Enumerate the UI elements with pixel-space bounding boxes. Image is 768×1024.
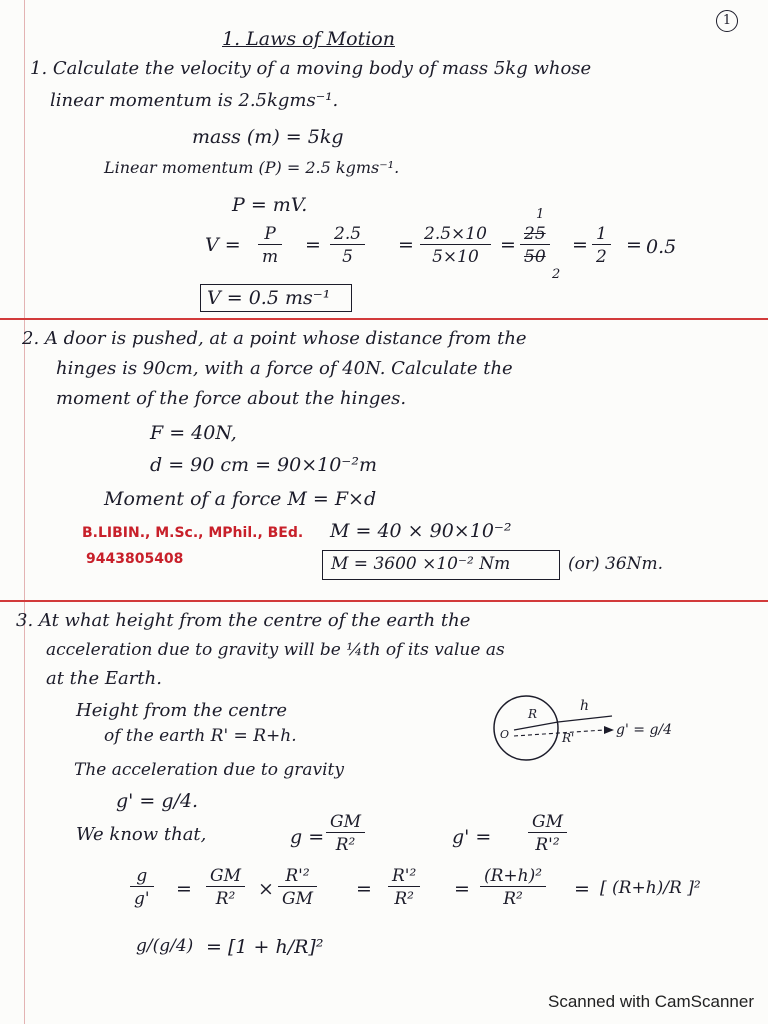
q3-last-lhs: g/(g/4) bbox=[136, 936, 194, 956]
q3-g-fraction: $\frac{GM}{\text{R²}}$ bbox=[326, 812, 365, 855]
q3-ratio-times: × bbox=[258, 878, 274, 900]
q3-ratio-eq-2: = bbox=[356, 878, 372, 900]
q2-question-line2: hinges is 90cm, with a force of 40N. Calculate the bbox=[56, 358, 513, 379]
q1-fraction-4: $\frac{25}{50}$ bbox=[520, 224, 550, 267]
diagram-r-label: R bbox=[528, 707, 538, 721]
q1-momentum: Linear momentum (P) = 2.5 kgms⁻¹. bbox=[104, 158, 400, 177]
q3-ratio-eq-3: = bbox=[454, 878, 470, 900]
q1-fraction-2: $\frac{2.5}{5}$ bbox=[330, 224, 365, 267]
q3-question-line3: at the Earth. bbox=[46, 668, 162, 689]
q3-accel-line: The acceleration due to gravity bbox=[74, 760, 344, 780]
diagram-g-label: g' = g/4 bbox=[616, 722, 673, 738]
q3-g-eq: g = bbox=[290, 826, 325, 848]
q3-ratio-eq-1: = bbox=[176, 878, 192, 900]
r-prime-line bbox=[514, 730, 604, 736]
q3-ratio-b: $\frac{\text{R'²}}{GM}$ bbox=[278, 866, 317, 909]
page-title: 1. Laws of Motion bbox=[222, 28, 395, 50]
q2-answer: M = 3600 ×10⁻² Nm bbox=[331, 554, 511, 574]
author-name: B.LIBIN., M.Sc., MPhil., BEd. bbox=[82, 525, 304, 541]
radius-line bbox=[514, 722, 558, 730]
diagram-h-label: h bbox=[580, 698, 590, 714]
q3-height-line1: Height from the centre bbox=[76, 700, 288, 721]
q1-cancel-top: 1 bbox=[536, 207, 545, 222]
q3-know-that: We know that, bbox=[76, 824, 207, 845]
q2-moment-formula: Moment of a force M = F×d bbox=[104, 488, 377, 510]
q3-gp-eq: g' = bbox=[452, 826, 492, 848]
q1-eq-3: = bbox=[500, 234, 516, 256]
q1-mass: mass (m) = 5kg bbox=[192, 126, 344, 148]
q2-question-line3: moment of the force about the hinges. bbox=[56, 388, 407, 409]
divider-2 bbox=[0, 600, 768, 602]
q1-answer-box bbox=[200, 284, 352, 312]
q1-question-line2: linear momentum is 2.5kgms⁻¹. bbox=[50, 90, 339, 111]
margin-rule bbox=[24, 0, 25, 1024]
r-prime-arrowhead bbox=[604, 726, 614, 734]
divider-1 bbox=[0, 318, 768, 320]
q1-cancel-bottom: 2 bbox=[552, 267, 561, 282]
q2-question-line1: 2. A door is pushed, at a point whose distance from the bbox=[22, 328, 527, 349]
q3-ratio-a: $\frac{GM}{\text{R²}}$ bbox=[206, 866, 245, 909]
author-phone: 9443805408 bbox=[86, 551, 184, 567]
q1-fraction-3: $\frac{2.5\times 10}{5\times 10}$ bbox=[420, 224, 491, 267]
q1-formula: P = mV. bbox=[232, 194, 308, 216]
q1-fraction-5: $\frac{1}{2}$ bbox=[592, 224, 611, 267]
q3-last-rhs: = [1 + h/R]² bbox=[206, 936, 324, 958]
q2-answer-alt: (or) 36Nm. bbox=[568, 554, 664, 574]
camscanner-watermark: Scanned with CamScanner bbox=[547, 992, 754, 1011]
q2-distance: d = 90 cm = 90×10⁻²m bbox=[150, 454, 377, 476]
q1-eq-5: = bbox=[626, 234, 642, 256]
q1-v-label: V = bbox=[205, 234, 241, 256]
q3-ratio-d: $\frac{\text{(R+h)²}}{\text{R²}}$ bbox=[480, 866, 546, 909]
height-line bbox=[558, 716, 612, 722]
q2-moment-calc: M = 40 × 90×10⁻² bbox=[330, 520, 512, 542]
q1-question-line1: 1. Calculate the velocity of a moving body of mass 5kg whose bbox=[30, 58, 592, 79]
q1-eq-2: = bbox=[398, 234, 414, 256]
q3-gp-fraction: $\frac{GM}{\text{R'²}}$ bbox=[528, 812, 567, 855]
q1-eq-4: = bbox=[572, 234, 588, 256]
q1-result-tail: 0.5 bbox=[646, 236, 677, 258]
q3-height-line2: of the earth R' = R+h. bbox=[104, 726, 297, 746]
q2-force: F = 40N, bbox=[150, 422, 237, 444]
diagram-rp-label: R' bbox=[562, 731, 575, 745]
q2-answer-box bbox=[322, 550, 560, 580]
diagram-o-label: O bbox=[500, 728, 510, 741]
q3-ratio-e: [ (R+h)/R ]² bbox=[600, 878, 701, 898]
page-number: 1 bbox=[716, 10, 738, 32]
q3-accel-value: g' = g/4. bbox=[116, 790, 199, 812]
q3-ratio-c: $\frac{\text{R'²}}{\text{R²}}$ bbox=[388, 866, 420, 909]
q1-eq-1: = bbox=[305, 234, 321, 256]
q3-question-line2: acceleration due to gravity will be ¼th of its value as bbox=[46, 640, 505, 660]
q3-ratio-eq-4: = bbox=[574, 878, 590, 900]
earth-diagram bbox=[484, 692, 704, 764]
q3-question-line1: 3. At what height from the centre of the earth the bbox=[16, 610, 471, 631]
q1-answer: V = 0.5 ms⁻¹ bbox=[207, 287, 331, 309]
q3-ratio-g: $\frac{g}{g'}$ bbox=[130, 866, 154, 909]
q1-fraction-p-over-m: $\frac{P}{m}$ bbox=[258, 224, 282, 267]
